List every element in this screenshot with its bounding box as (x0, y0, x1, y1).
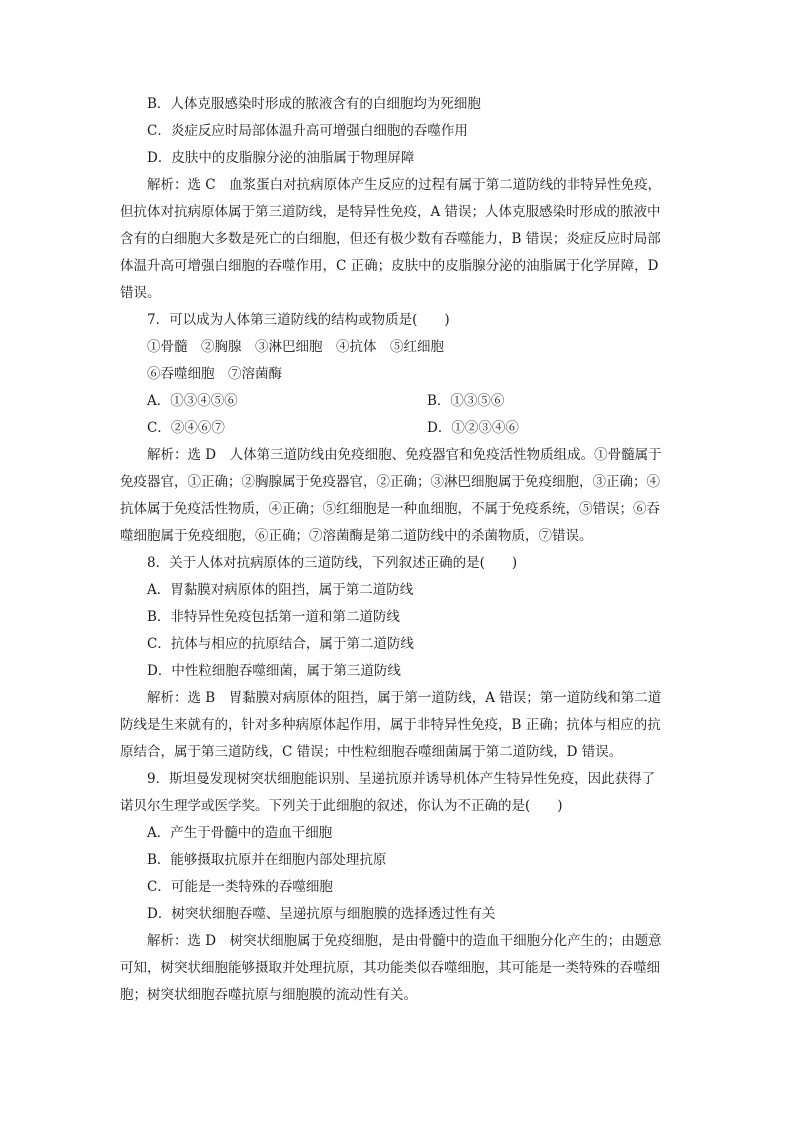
q7-stem: 7．可以成为人体第三道防线的结构或物质是( ) (147, 312, 450, 328)
q7-analysis-line: 抗体属于免疫活性物质，④正确；⑤红细胞是一种血细胞，不属于免疫系统，⑤错误；⑥吞 (120, 501, 660, 517)
q6-analysis-line: 错误。 (120, 285, 161, 301)
q8-option-d: D．中性粒细胞吞噬细菌，属于第三道防线 (147, 663, 401, 679)
q8-option-a: A．胃黏膜对病原体的阻挡，属于第二道防线 (147, 582, 414, 598)
q7-analysis-line: 噬细胞属于免疫细胞，⑥正确；⑦溶菌酶是第二道防线中的杀菌物质，⑦错误。 (120, 528, 593, 544)
q9-analysis-line: 胞；树突状细胞吞噬抗原与细胞膜的流动性有关。 (120, 987, 417, 1003)
q8-stem: 8．关于人体对抗病原体的三道防线，下列叙述正确的是( ) (147, 555, 518, 571)
q8-analysis-line: 防线是生来就有的，针对多种病原体起作用，属于非特异性免疫，B 正确；抗体与相应的抗 (120, 717, 661, 733)
q6-option-c: C．炎症反应时局部体温升高可增强白细胞的吞噬作用 (147, 123, 468, 139)
q7-items: ⑥吞噬细胞 ⑦溶菌酶 (147, 366, 282, 382)
q9-option-b: B．能够摄取抗原并在细胞内部处理抗原 (147, 852, 387, 868)
q8-option-c: C．抗体与相应的抗原结合，属于第二道防线 (147, 636, 414, 652)
q7-option-d: D．①②③④⑥ (427, 420, 519, 436)
q8-analysis-line: 原结合，属于第三道防线，C 错误；中性粒细胞吞噬细菌属于第二道防线，D 错误。 (120, 744, 623, 760)
q9-option-c: C．可能是一类特殊的吞噬细胞 (147, 879, 333, 895)
q9-analysis-line: 解析：选 D 树突状细胞属于免疫细胞，是由骨髓中的造血干细胞分化产生的；由题意 (147, 933, 662, 949)
q9-stem: 诺贝尔生理学或医学奖。下列关于此细胞的叙述，你认为不正确的是( ) (120, 798, 563, 814)
q6-option-d: D．皮肤中的皮脂腺分泌的油脂属于物理屏障 (147, 150, 415, 166)
q9-analysis-line: 可知，树突状细胞能够摄取并处理抗原，其功能类似吞噬细胞，其可能是一类特殊的吞噬细 (120, 960, 660, 976)
q7-option-b: B．①③⑤⑥ (427, 393, 505, 409)
q6-analysis-line: 体温升高可增强白细胞的吞噬作用，C 正确；皮肤中的皮脂腺分泌的油脂属于化学屏障，D (120, 258, 659, 274)
q9-option-a: A．产生于骨髓中的造血干细胞 (147, 825, 333, 841)
q9-stem: 9．斯坦曼发现树突状细胞能识别、呈递抗原并诱导机体产生特异性免疫，因此获得了 (147, 771, 656, 787)
q7-analysis-line: 免疫器官，①正确；②胸腺属于免疫器官，②正确；③淋巴细胞属于免疫细胞，③正确；④ (120, 474, 660, 490)
q6-analysis-line: 含有的白细胞大多数是死亡的白细胞，但还有极少数有吞噬能力，B 错误；炎症反应时局部 (120, 231, 661, 247)
q6-option-b: B．人体克服感染时形成的脓液含有的白细胞均为死细胞 (147, 96, 481, 112)
q8-analysis-line: 解析：选 B 胃黏膜对病原体的阻挡，属于第一道防线，A 错误；第一道防线和第二道 (147, 690, 662, 706)
q7-items: ①骨髓 ②胸腺 ③淋巴细胞 ④抗体 ⑤红细胞 (147, 339, 444, 355)
q8-option-b: B．非特异性免疫包括第一道和第二道防线 (147, 609, 400, 625)
q7-analysis-line: 解析：选 D 人体第三道防线由免疫细胞、免疫器官和免疫活性物质组成。①骨髓属于 (147, 447, 662, 463)
q7-option-a: A．①③④⑤⑥ (147, 393, 238, 409)
q7-option-c: C．②④⑥⑦ (147, 420, 225, 436)
q6-analysis-line: 但抗体对抗病原体属于第三道防线，是特异性免疫，A 错误；人体克服感染时形成的脓液中 (120, 204, 661, 220)
q9-option-d: D．树突状细胞吞噬、呈递抗原与细胞膜的选择透过性有关 (147, 906, 496, 922)
q6-analysis-line: 解析：选 C 血浆蛋白对抗病原体产生反应的过程有属于第二道防线的非特异性免疫， (147, 177, 662, 193)
